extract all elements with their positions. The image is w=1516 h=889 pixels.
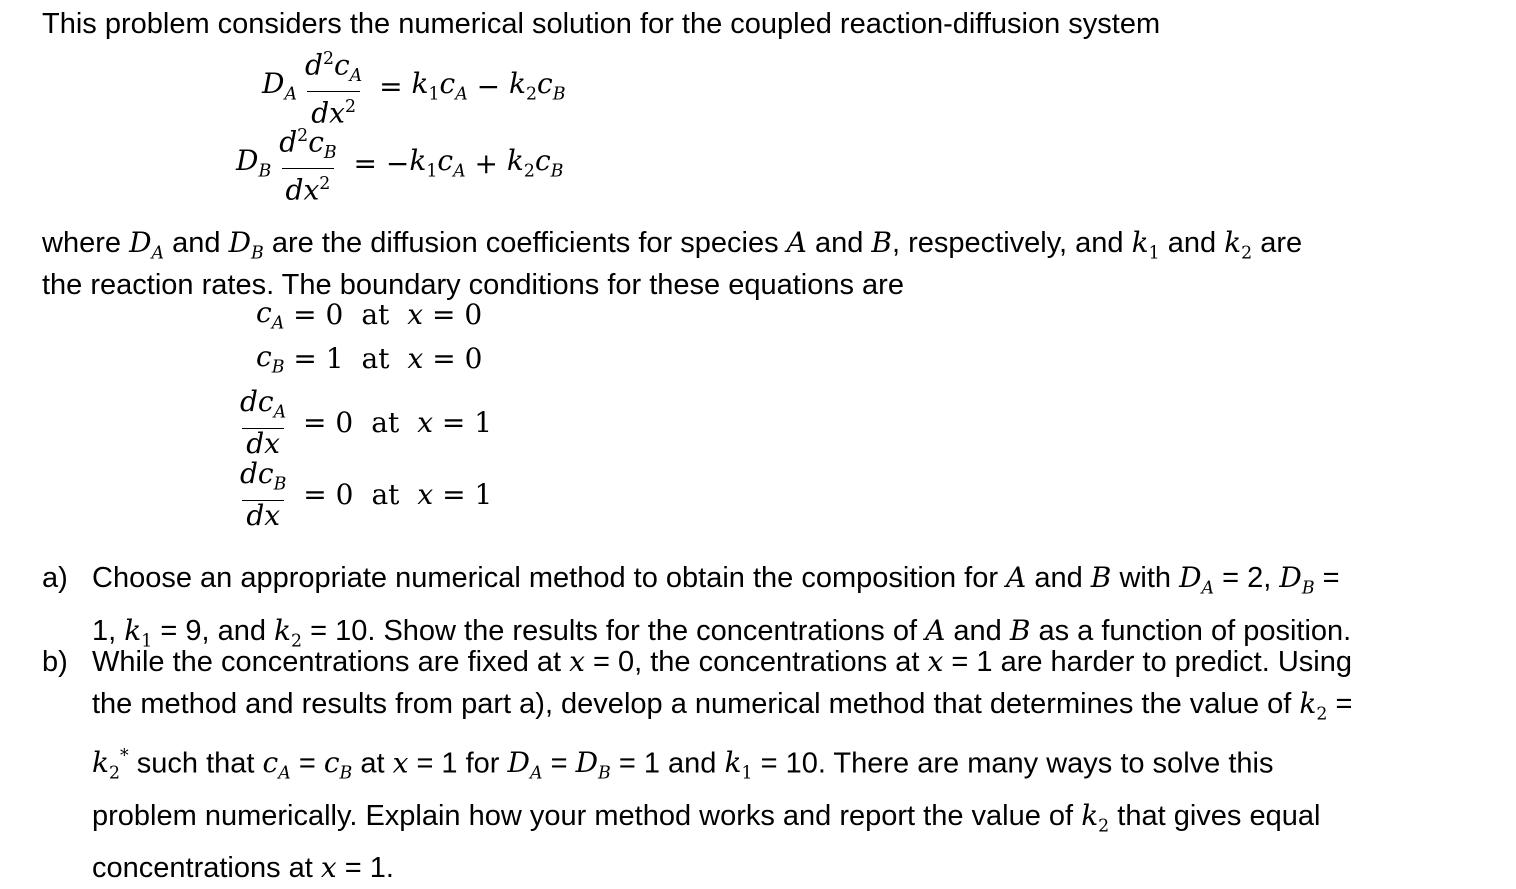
bc-3: $\frac{dc_A}{dx}$ = 0 at x = 1	[240, 385, 493, 460]
where-line-2: the reaction rates. The boundary conditions for these equations are	[42, 269, 904, 301]
part-a-label: a)	[42, 562, 68, 594]
part-a-text: Choose an appropriate numerical method to obtain the composition for A and B with $D_A = 2$, $D_B$ = 1, $k_1 = 9$, and $k_2 = 10$. Show the results for the concentrations of A and B as a function of position.	[92, 561, 1352, 652]
bc-2: $c_B$ = 1 at x = 0	[256, 340, 483, 378]
part-b	[42, 641, 1482, 889]
part-b-label: b)	[42, 646, 68, 678]
equation-1: $D_A$ $\frac{d^2c_A}{dx^2}$ = $k_1c_A$ − $k_2c_B$	[262, 48, 566, 130]
part-b-text: While the concentrations are fixed at x = 0, the concentrations at x = 1 are harder to predict. Using the method and results from part a), develop a numerical method that determines the value of $k_2$ = $k_2^*$ such that $c_A = c_B$ at x = 1 for $D_A = D_B = 1$ and $k_1 = 10$. There are many ways to solve this problem numerically. Explain how your method works and report the value of $k_2$ that gives equal concentrations at x = 1.	[92, 645, 1353, 885]
where-line-1: where $D_A$ and $D_B$ are the diffusion coefficients for species A and B, respectively, and $k_1$ and $k_2$ are	[42, 226, 1303, 264]
intro-text: This problem considers the numerical solution for the coupled reaction-diffusion system	[42, 8, 1161, 40]
bc-4: $\frac{dc_B}{dx}$ = 0 at x = 1	[240, 457, 493, 532]
equation-2: $D_B$ $\frac{d^2c_B}{dx^2}$ = − $k_1c_A$ + $k_2c_B$	[236, 125, 564, 207]
bc-1: $c_A$ = 0 at x = 0	[256, 296, 483, 334]
